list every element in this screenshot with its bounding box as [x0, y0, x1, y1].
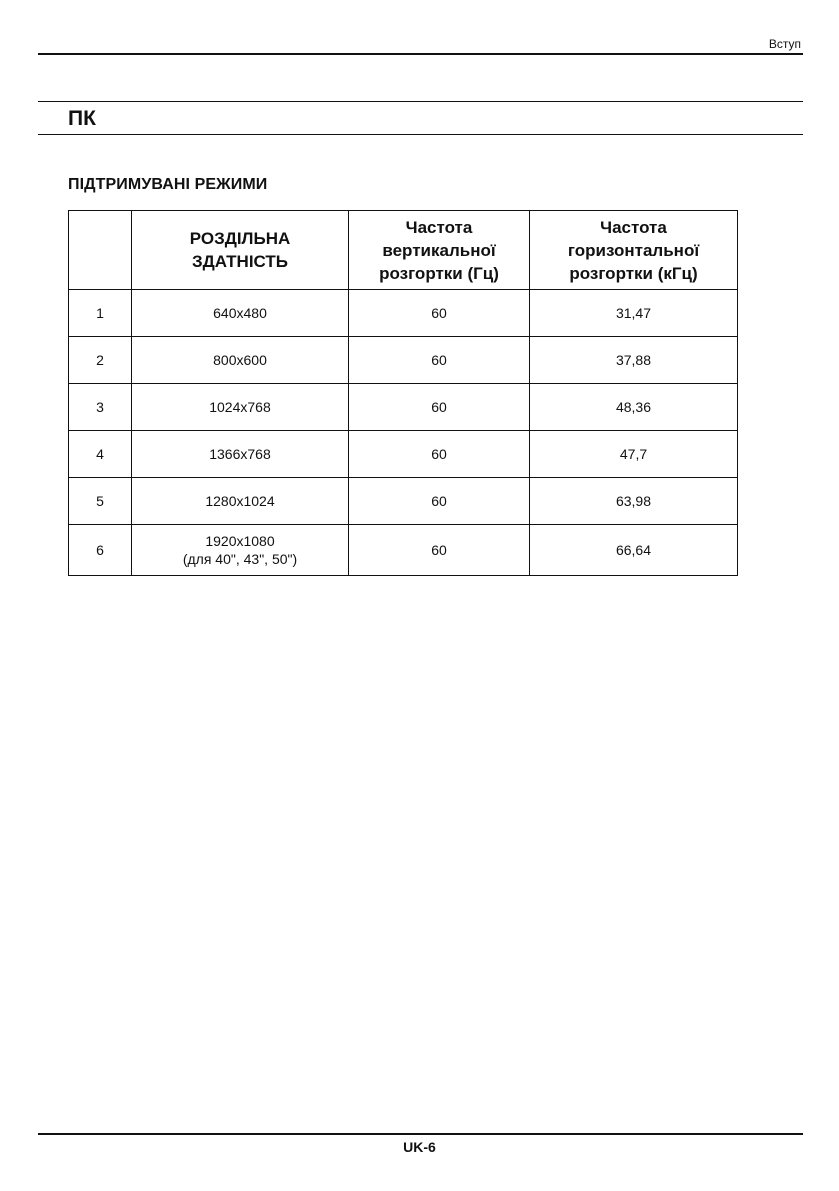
header-line: розгортки (Гц): [379, 263, 499, 283]
table-row: [69, 290, 738, 337]
table-row: [69, 337, 738, 384]
cell-vertical: 60: [349, 478, 530, 525]
cell-vertical: 60: [349, 290, 530, 337]
page-number: UK-6: [403, 1139, 436, 1155]
cell-resolution: 640x480: [132, 290, 349, 337]
cell-index: 6: [69, 525, 132, 576]
cell-horizontal: 31,47: [530, 290, 738, 337]
header-index: [69, 211, 132, 290]
cell-horizontal: 48,36: [530, 384, 738, 431]
cell-vertical: 60: [349, 384, 530, 431]
header-vertical-frequency: [349, 211, 530, 290]
header-resolution: [132, 211, 349, 290]
header-line: РОЗДІЛЬНА: [189, 229, 291, 248]
resolution-value: 1920x1080: [205, 533, 275, 549]
header-line: вертикальної: [382, 240, 496, 260]
supported-modes-table: [68, 210, 738, 576]
table-row: [69, 384, 738, 431]
cell-resolution: 1024x768: [132, 384, 349, 431]
cell-resolution: 800x600: [132, 337, 349, 384]
cell-index: 4: [69, 431, 132, 478]
cell-vertical: 60: [349, 337, 530, 384]
cell-vertical: 60: [349, 525, 530, 576]
cell-resolution: [132, 525, 349, 576]
table-row: [69, 431, 738, 478]
header-line: Частота: [405, 217, 473, 237]
cell-horizontal: 66,64: [530, 525, 738, 576]
table-header-row: [69, 211, 738, 290]
header-line: Частота: [600, 217, 667, 237]
cell-resolution: 1366x768: [132, 431, 349, 478]
header-line: ЗДАТНІСТЬ: [191, 252, 289, 271]
footer-rule: [38, 1133, 803, 1135]
cell-vertical: 60: [349, 431, 530, 478]
header-rule: [38, 53, 803, 55]
header-line: розгортки (кГц): [569, 263, 698, 283]
cell-index: 5: [69, 478, 132, 525]
cell-horizontal: 47,7: [530, 431, 738, 478]
resolution-note: (для 40", 43", 50"): [182, 551, 298, 567]
header-line: горизонтальної: [567, 240, 700, 260]
table-row: [69, 525, 738, 576]
cell-index: 1: [69, 290, 132, 337]
section-rule-bottom: [38, 134, 803, 135]
section-title: ПК: [68, 107, 96, 130]
table-row: [69, 478, 738, 525]
section-rule-top: [38, 101, 803, 102]
cell-index: 2: [69, 337, 132, 384]
cell-horizontal: 63,98: [530, 478, 738, 525]
running-header: Вступ: [768, 37, 801, 51]
subsection-title: ПІДТРИМУВАНІ РЕЖИМИ: [68, 176, 268, 193]
header-horizontal-frequency: [530, 211, 738, 290]
cell-index: 3: [69, 384, 132, 431]
cell-resolution: 1280x1024: [132, 478, 349, 525]
cell-horizontal: 37,88: [530, 337, 738, 384]
